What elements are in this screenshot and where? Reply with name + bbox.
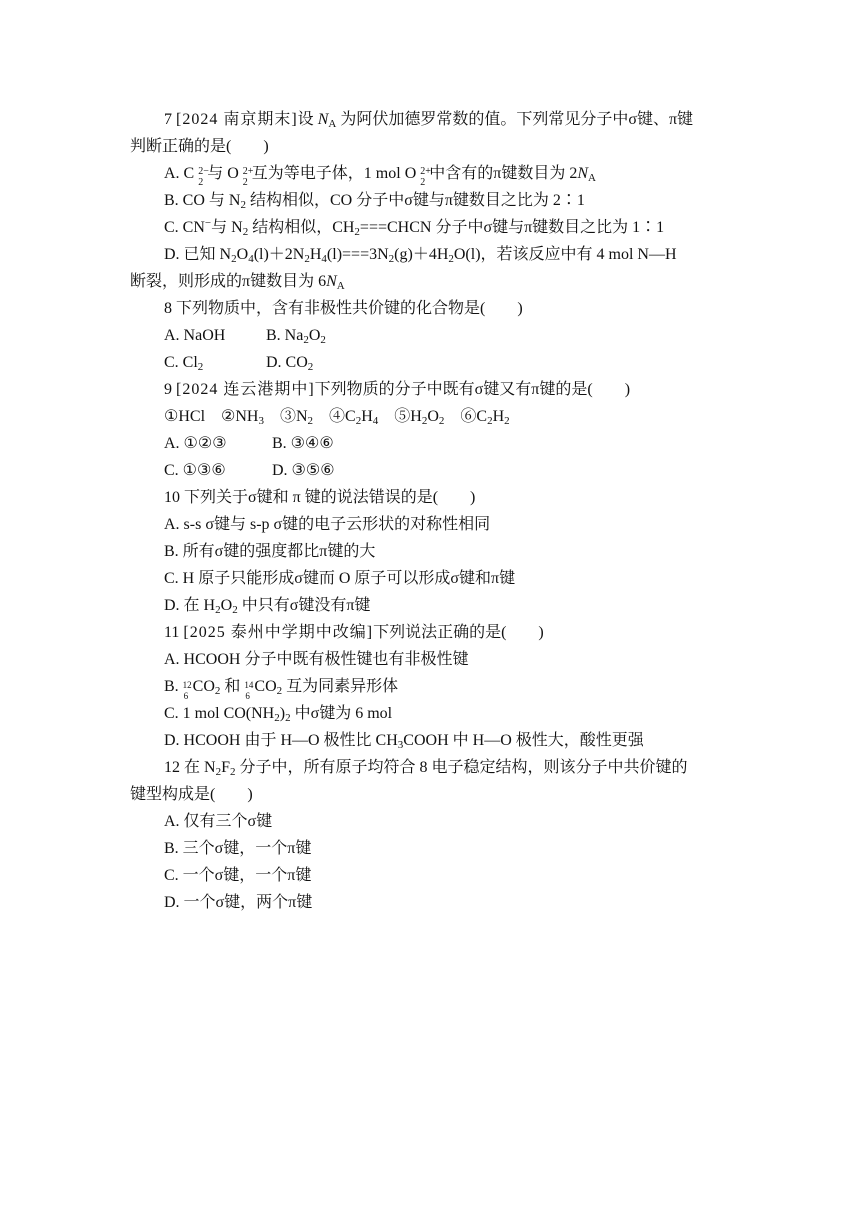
q11-source: [2025 泰州中学期中改编]: [183, 624, 374, 641]
q9-items: ①HCl $②NH_3$ $③N_2$ $④C_2H_4$ $⑤H_2O_2$ $⑥C_2H_2$: [164, 408, 510, 427]
q9-option-d: D. ③⑤⑥: [272, 462, 335, 479]
q9-option-a: A. ①②③: [164, 435, 227, 452]
q10-option-c: C. H 原子只能形成σ键而 O 原子可以形成σ键和π键: [164, 570, 516, 587]
q8-stem: 8 下列物质中，含有非极性共价键的化合物是( ): [164, 300, 523, 317]
q12-stem-line2: 键型构成是( ): [130, 786, 253, 803]
q9-stem-text: 下列物质的分子中既有σ键又有π键的是( ): [314, 381, 631, 398]
q7-option-c: C. CN−与 $N_2$ 结构相似，$CH_2===CHCN$ 分子中σ键与π键数目之比为 1∶1: [164, 217, 665, 238]
q12-option-b: B. 三个σ键，一个π键: [164, 840, 312, 857]
q10-stem: 10 下列关于σ键和 π 键的说法错误的是( ): [164, 489, 476, 506]
q8-option-a: A. NaOH: [164, 327, 226, 344]
q7-option-b: B. CO 与 $N_2$ 结构相似，CO 分子中σ键与π键数目之比为 2∶1: [164, 192, 585, 211]
q8-option-c: C. $Cl_2$: [164, 354, 204, 373]
q7-source: [2024 南京期末]: [176, 111, 298, 128]
q9-option-c: C. ①③⑥: [164, 462, 226, 479]
q11-stem-text: 下列说法正确的是( ): [373, 624, 544, 641]
q7-stem-b: 为阿伏加德罗常数的值。下列常见分子中σ键、π键: [336, 111, 694, 128]
q9-option-b: B. ③④⑥: [272, 435, 334, 452]
q7-stem-a: 设: [297, 111, 318, 128]
q11-option-a: A. HCOOH 分子中既有极性键也有非极性键: [164, 651, 469, 668]
q10-option-b: B. 所有σ键的强度都比π键的大: [164, 543, 376, 560]
q10-option-a: A. s-s σ键与 s-p σ键的电子云形状的对称性相同: [164, 516, 491, 533]
q8-option-d: D. $CO_2$: [266, 354, 314, 373]
q12-stem-line1: 12 在 $N_2F_2$ 分子中，所有原子均符合 8 电子稳定结构，则该分子中共价键的: [164, 759, 688, 778]
q7-option-a: A. C 2− 2 与 O 2+ 2 互为等电子体，1 mol O 2+ 2 中含有的π键数目为 $2N_A$: [164, 165, 596, 189]
q7-stem-line1: 7 [2024 南京期末]设 $N_A$ 为阿伏加德罗常数的值。下列常见分子中σ键、π键: [164, 111, 694, 130]
q12-option-d: D. 一个σ键，两个π键: [164, 894, 313, 911]
q11-option-b: B. 12 6 $CO_2$ 和 14 6 $CO_2$ 互为同素异形体: [164, 678, 399, 702]
q7-option-d-line2: 断裂，则形成的π键数目为 $6N_A$: [130, 273, 345, 292]
q7-number: 7: [164, 111, 172, 128]
q9-source: [2024 连云港期中]: [176, 381, 315, 398]
q7-option-d-line1: D. 已知 $N_2O_4(l)+2N_2H_4(l)===3N_2(g)+4H_2O(l)$，若该反应中有 4 mol N—H: [164, 246, 677, 265]
q11-option-c: C. 1 mol $CO(NH_2)_2$ 中σ键为 6 mol: [164, 705, 393, 724]
q11-stem: [164, 623, 544, 643]
q10-option-d: D. 在 $H_2O_2$ 中只有σ键没有π键: [164, 597, 371, 616]
q9-number: 9: [164, 381, 172, 398]
q11-option-d: D. HCOOH 由于 H—O 极性比 $CH_3COOH$ 中 H—O 极性大，酸性更强: [164, 732, 644, 751]
q9-stem: [164, 380, 630, 400]
q7-stem-line2: 判断正确的是( ): [130, 138, 269, 155]
q8-option-b: B. $Na_2O_2$: [266, 327, 326, 346]
q11-number: 11: [164, 624, 180, 641]
q12-option-a: A. 仅有三个σ键: [164, 813, 273, 830]
q12-option-c: C. 一个σ键，一个π键: [164, 867, 312, 884]
